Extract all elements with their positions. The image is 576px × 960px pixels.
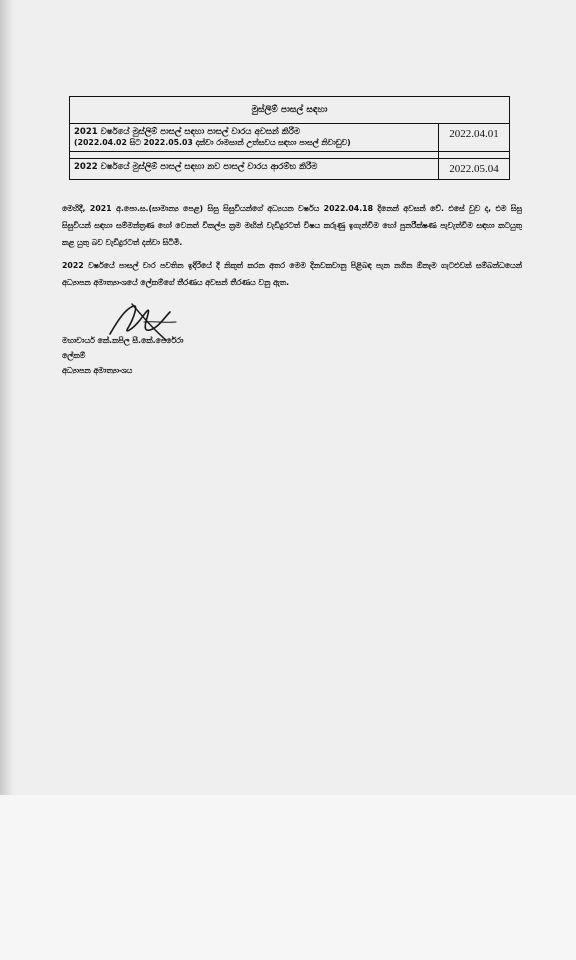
signatory-organization: අධ්‍යාපන අමාත්‍යාංශය	[62, 366, 133, 375]
row-date: 2022.05.04	[439, 158, 510, 179]
row-date: 2022.04.01	[439, 124, 510, 152]
table-row	[70, 158, 510, 179]
table-row-description	[70, 158, 439, 179]
signature-block	[62, 333, 262, 378]
signatory-name: මහාචාර්ය කේ.කපිල සී.කේ.පෙරේරා	[62, 336, 184, 345]
schedule-table	[69, 96, 510, 180]
signatory-title: ලේකම්	[62, 351, 86, 360]
table-heading: මුස්ලිම් පාසල් සඳහා	[70, 97, 510, 124]
row-text: 2022 වර්ෂයේ මුස්ලිම් පාසල් සඳහා නව පාසල් වාරය ආරම්භ කිරීම	[74, 161, 318, 172]
row-subtext: (2022.04.02 සිට 2022.05.03 දක්වා රාමසාන් උත්සවය සඳහා පාසල් නිවාඩුව)	[74, 138, 351, 148]
table-header-row	[70, 97, 510, 124]
blank-area	[0, 795, 576, 960]
table-row	[70, 124, 510, 152]
paragraph-exam-note: මෙහිදී, 2021 අ.පො.ස.(සාමාන්‍ය පෙළ) සිසු සිසුවියන්ගේ අධ්‍යයන වර්ෂය 2022.04.18 දිනෙන් අවසන් වේ. එසේ වුව ද, එම සිසු සිසුවියන් සඳහා සම්මන්ත්‍රණ හෝ වෙනත් විකල්ප ක්‍රම මඟින් වැඩිදුරටත් විෂය කරුණු ඉගැන්වීම හෝ පුනරීක්ෂණ පැවැත්වීම සඳහා කටයුතු කළ යුතු බව වැඩිදුරටත් දන්වා සිටිමි.	[62, 204, 522, 247]
row-text: 2021 වර්ෂයේ මුස්ලිම් පාසල් සඳහා පාසල් වාරය අවසන් කිරීම	[74, 127, 300, 137]
page-edge-shadow	[0, 0, 14, 800]
paragraph-final-decision: 2022 වර්ෂයේ පාසල් වාර පවතින ඉදිරියේ දී නිකුත් කරන අතර මෙම දිනවකවානු පිළිබඳ පැන නගින ඕනෑම ගැටළුවක් සම්බන්ධයෙන් අධ්‍යාපන අමාත්‍යාංශයේ ලේකම්ගේ තීරණය අවසන් තීරණය වනු ඇත.	[62, 261, 522, 287]
table-spacer-row	[70, 151, 510, 158]
table-row-description	[70, 124, 439, 152]
